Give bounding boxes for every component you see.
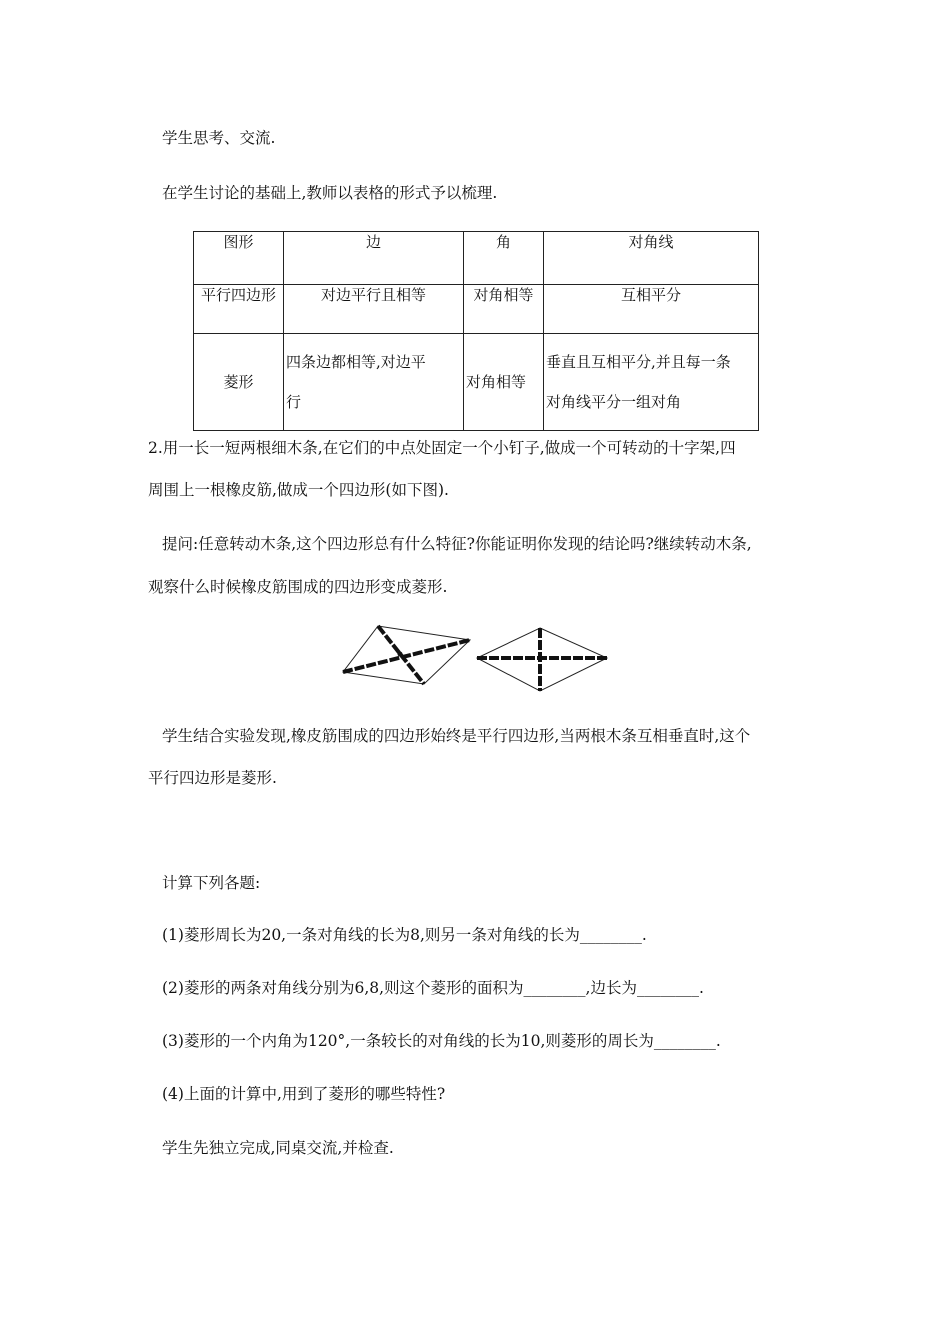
table-header-row [194,232,759,285]
paragraph-teacher-summary: 在学生讨论的基础上,教师以表格的形式予以梳理. [162,184,498,202]
cell-side-rhombus-line1: 四条边都相等,对边平 [286,353,426,371]
cell-side-rhombus [284,334,464,431]
closing-paragraph: 学生先独立完成,同桌交流,并检查. [162,1139,394,1157]
header-diagonal: 对角线 [544,232,759,285]
cell-side-parallelogram: 对边平行且相等 [284,285,464,334]
header-angle: 角 [464,232,544,285]
table-row-parallelogram [194,285,759,334]
cell-diagonal-rhombus-line1: 垂直且互相平分,并且每一条 [546,353,731,371]
finding-line1: 学生结合实验发现,橡皮筋围成的四边形始终是平行四边形,当两根木条互相垂直时,这个 [162,727,751,745]
comparison-table [193,231,759,431]
paragraph-students-think: 学生思考、交流. [162,129,276,147]
cell-shape-rhombus: 菱形 [194,334,284,431]
question-line1: 提问:任意转动木条,这个四边形总有什么特征?你能证明你发现的结论吗?继续转动木条, [162,535,752,553]
exercise-3: (3)菱形的一个内角为120°,一条较长的对角线的长为10,则菱形的周长为________. [162,1032,721,1050]
wooden-cross-figure [340,620,620,700]
cell-angle-parallelogram: 对角相等 [464,285,544,334]
finding-line2: 平行四边形是菱形. [148,769,277,787]
item2-line2: 周围上一根橡皮筋,做成一个四边形(如下图). [148,481,449,499]
rhombus-figure [477,628,607,691]
exercise-1: (1)菱形周长为20,一条对角线的长为8,则另一条对角线的长为________. [162,926,647,944]
cell-shape-parallelogram: 平行四边形 [194,285,284,334]
exercise-4: (4)上面的计算中,用到了菱形的哪些特性? [162,1085,446,1103]
cell-side-rhombus-line2: 行 [286,393,302,411]
exercise-2: (2)菱形的两条对角线分别为6,8,则这个菱形的面积为________,边长为________. [162,979,704,997]
table-row-rhombus [194,334,759,431]
cell-angle-rhombus: 对角相等 [464,334,544,431]
item2-line1: 2.用一长一短两根细木条,在它们的中点处固定一个小钉子,做成一个可转动的十字架,四 [148,439,736,457]
cell-diagonal-parallelogram: 互相平分 [544,285,759,334]
cell-diagonal-rhombus-line2: 对角线平分一组对角 [546,393,682,411]
header-shape: 图形 [194,232,284,285]
cell-diagonal-rhombus [544,334,759,431]
parallelogram-figure [343,626,470,684]
exercise-title: 计算下列各题: [162,874,261,892]
question-line2: 观察什么时候橡皮筋围成的四边形变成菱形. [148,578,448,596]
header-side: 边 [284,232,464,285]
